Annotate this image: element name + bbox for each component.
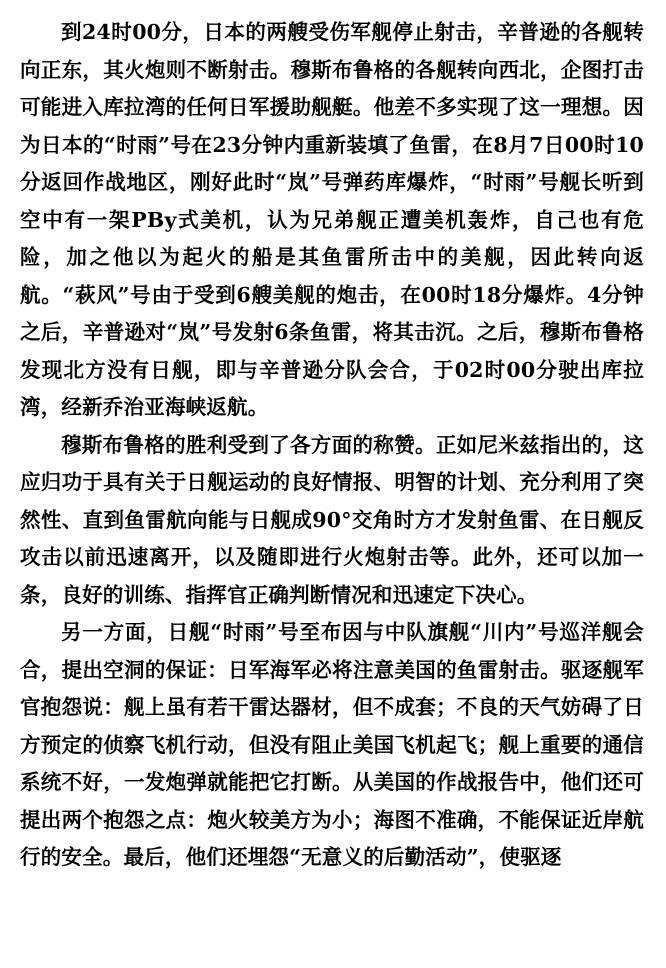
- paragraph-1: 到24时00分，日本的两艘受伤军舰停止射击，辛普逊的各舰转向正东，其火炮则不断射击。穆斯布鲁格的各舰转向西北，企图打击可能进入库拉湾的任何日军援助舰艇。他差不多实现了这一理想。因为日本的“时雨”号在23分钟内重新装填了鱼雷，在8月7日00时10分返回作战地区，刚好此时“岚”号弹药库爆炸，“时雨”号舰长听到空中有一架PBy式美机，认为兄弟舰正遭美机轰炸，自己也有危险，加之他以为起火的船是其鱼雷所击中的美舰，因此转向返航。“萩风”号由于受到6艘美舰的炮击，在00时18分爆炸。4分钟之后，辛普逊对“岚”号发射6条鱼雷，将其击沉。之后，穆斯布鲁格发现北方没有日舰，即与辛普逊分队会合，于02时00分驶出库拉湾，经新乔治亚海峡返航。: [20, 20, 644, 419]
- paragraph-3: 另一方面，日舰“时雨”号至布因与中队旗舰“川内”号巡洋舰会合，提出空洞的保证：日军海军必将注意美国的鱼雷射击。驱逐舰军官抱怨说：舰上虽有若干雷达器材，但不成套；不良的天气妨碍了日方预定的侦察飞机行动，但没有阻止美国飞机起飞；舰上重要的通信系统不好，一发炮弹就能把它打断。从美国的作战报告中，他们还可提出两个抱怨之点：炮火较美方为小；海图不准确，不能保证近岸航行的安全。最后，他们还埋怨“无意义的后勤活动”，使驱逐: [20, 620, 644, 869]
- paragraph-2: 穆斯布鲁格的胜利受到了各方面的称赞。正如尼米兹指出的，这应归功于具有关于日舰运动的良好情报、明智的计划、充分利用了突然性、直到鱼雷航向能与日舰成90°交角时方才发射鱼雷、在日舰反攻击以前迅速离开，以及随即进行火炮射击等。此外，还可以加一条，良好的训练、指挥官正确判断情况和迅速定下决心。: [20, 432, 644, 607]
